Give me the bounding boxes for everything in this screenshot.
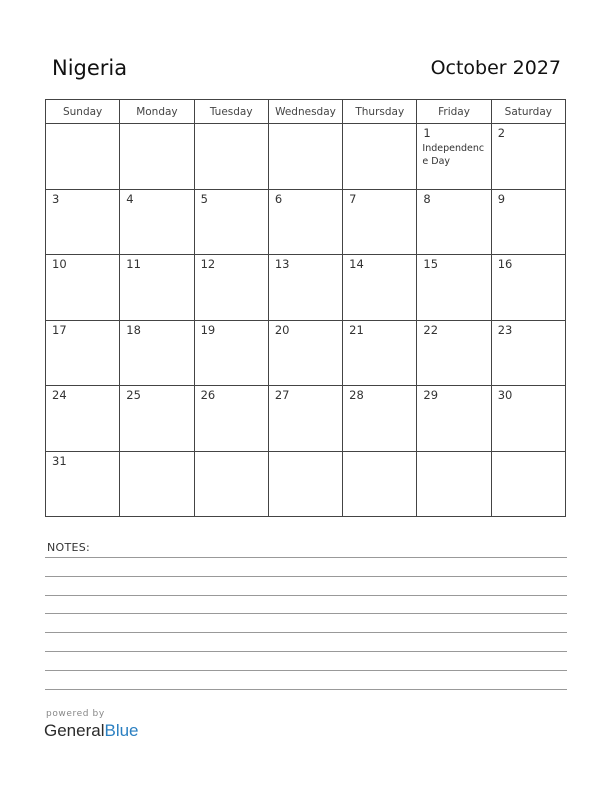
day-number: 22 [423,322,439,337]
day-cell [46,320,120,386]
day-number: 20 [274,322,290,337]
day-number: 24 [52,388,67,402]
weekday-saturday: Saturday [491,100,565,124]
day-cell [194,320,268,386]
day-cell [194,124,268,190]
day-number: 7 [349,191,357,206]
notes-line [45,557,567,558]
day-number: 8 [423,191,431,206]
day-number: 4 [126,191,134,206]
day-cell [194,451,268,517]
notes-line [45,632,567,633]
day-cell [120,451,194,517]
day-cell [46,386,120,452]
day-cell [491,124,565,190]
day-cell [120,255,194,321]
day-cell [417,255,491,321]
day-cell [120,189,194,255]
day-cell [417,124,491,190]
weekday-sunday: Sunday [46,100,120,124]
day-number: 5 [200,191,208,206]
day-number: 18 [126,322,141,337]
logo-blue-text: Blue [104,721,139,740]
day-cell [120,386,194,452]
week-row [46,124,566,190]
day-cell [46,451,120,517]
day-number: 16 [497,257,513,271]
notes-line [45,670,567,671]
day-cell [491,189,565,255]
day-number: 3 [52,191,60,206]
day-number: 10 [52,257,67,271]
day-cell [46,124,120,190]
day-cell [268,451,342,517]
logo-general-text: General [44,721,105,740]
week-row [46,189,566,255]
week-row [46,320,566,386]
day-number: 6 [274,191,283,206]
day-cell [491,451,565,517]
month-year-title: October 2027 [430,57,561,79]
day-cell [194,189,268,255]
day-number: 30 [497,388,513,402]
day-number: 28 [349,388,364,402]
day-cell [343,189,417,255]
day-cell [46,189,120,255]
day-number: 12 [200,257,216,271]
day-cell [417,451,491,517]
powered-by-text: powered by [46,709,105,719]
day-number: 13 [274,257,290,271]
week-row [46,451,566,517]
day-cell [268,189,342,255]
country-title: Nigeria [52,56,128,80]
week-row [46,255,566,321]
day-cell [194,255,268,321]
day-number: 21 [349,322,364,337]
notes-line [45,651,567,652]
day-number: 11 [126,257,141,271]
notes-line [45,689,567,690]
day-cell [417,386,491,452]
notes-line [45,595,567,596]
holiday-label: Independence Day [422,143,485,167]
day-number: 29 [423,388,439,402]
day-cell [268,124,342,190]
day-number: 31 [52,453,67,468]
day-cell [343,386,417,452]
day-cell [120,124,194,190]
day-number: 14 [349,257,364,271]
weekday-wednesday: Wednesday [268,100,342,124]
day-cell [268,320,342,386]
day-cell [268,386,342,452]
day-cell [417,320,491,386]
day-cell [46,255,120,321]
day-number: 17 [52,322,67,337]
day-cell [491,386,565,452]
weekday-friday: Friday [417,100,491,124]
day-cell [343,255,417,321]
notes-label: NOTES: [47,541,91,554]
day-number: 15 [423,257,439,271]
generalblue-logo [44,721,139,741]
day-number: 9 [497,191,506,206]
day-number: 19 [200,322,216,337]
weekday-tuesday: Tuesday [194,100,268,124]
day-cell [268,255,342,321]
day-number: 23 [497,322,513,337]
notes-line [45,613,567,614]
calendar-grid [45,99,566,517]
day-number: 2 [497,126,506,140]
weekday-header-row [46,100,566,124]
day-cell [343,451,417,517]
notes-line [45,576,567,577]
day-number: 1 [423,126,431,140]
day-number: 26 [200,388,216,402]
day-number: 25 [126,388,141,402]
weekday-monday: Monday [120,100,194,124]
week-row [46,386,566,452]
day-cell [343,124,417,190]
day-cell [491,320,565,386]
weekday-thursday: Thursday [343,100,417,124]
day-cell [491,255,565,321]
day-cell [417,189,491,255]
day-cell [343,320,417,386]
day-cell [194,386,268,452]
day-number: 27 [274,388,290,402]
day-cell [120,320,194,386]
